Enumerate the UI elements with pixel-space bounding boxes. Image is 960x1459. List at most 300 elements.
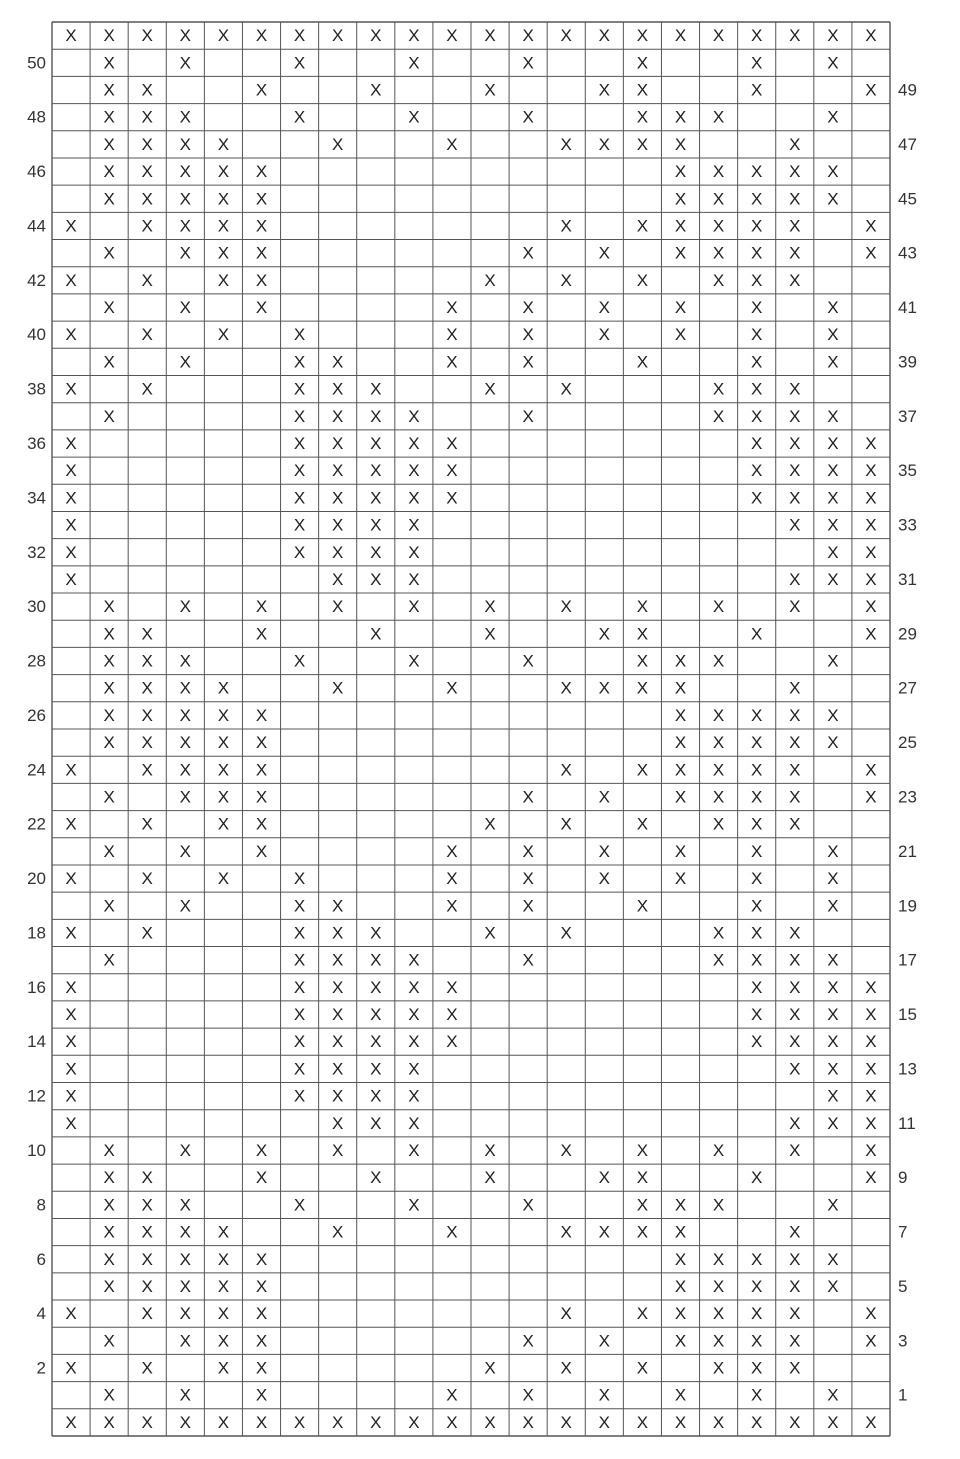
chart-cell-mark: X: [789, 1140, 801, 1160]
chart-cell-mark: X: [751, 624, 763, 644]
chart-cell-mark: X: [827, 488, 839, 508]
chart-cell-mark: X: [598, 1222, 610, 1242]
chart-cell-mark: X: [65, 1412, 77, 1432]
chart-cell-mark: X: [103, 162, 115, 182]
chart-cell-mark: X: [636, 624, 649, 644]
chart-cell-mark: X: [674, 1331, 687, 1351]
chart-cell-mark: X: [408, 406, 420, 426]
chart-cell-mark: X: [827, 1385, 839, 1405]
chart-cell-mark: X: [293, 542, 306, 562]
left-row-number: 36: [27, 433, 46, 453]
chart-cell-mark: X: [674, 1195, 687, 1215]
chart-cell-mark: X: [827, 162, 839, 182]
chart-cell-mark: X: [712, 270, 725, 290]
left-row-number: 22: [27, 814, 46, 834]
chart-cell-mark: X: [179, 53, 191, 73]
right-row-number: 21: [898, 841, 917, 861]
left-row-number: 42: [27, 270, 46, 290]
chart-cell-mark: X: [103, 1195, 115, 1215]
chart-cell-mark: X: [827, 1059, 839, 1079]
chart-cell-mark: X: [141, 1276, 153, 1296]
chart-cell-mark: X: [141, 26, 153, 46]
left-row-numbers: [27, 53, 46, 1377]
chart-cell-mark: X: [293, 325, 306, 345]
chart-cell-mark: X: [255, 1304, 268, 1324]
chart-cell-mark: X: [522, 787, 534, 807]
chart-cell-mark: X: [751, 488, 763, 508]
chart-cell-mark: X: [446, 325, 458, 345]
chart-cell-mark: X: [65, 325, 77, 345]
chart-cell-mark: X: [65, 1059, 77, 1079]
chart-cell-mark: X: [293, 379, 306, 399]
chart-cell-mark: X: [179, 597, 191, 617]
chart-cell-mark: X: [103, 53, 115, 73]
chart-cell-mark: X: [293, 1412, 306, 1432]
chart-cell-mark: X: [827, 869, 839, 889]
chart-cell-mark: X: [789, 162, 801, 182]
chart-cell-mark: X: [827, 542, 839, 562]
chart-cell-mark: X: [674, 298, 687, 318]
chart-cell-mark: X: [103, 298, 115, 318]
chart-cell-mark: X: [751, 896, 763, 916]
chart-cell-mark: X: [636, 1222, 649, 1242]
chart-cell-mark: X: [484, 1140, 496, 1160]
chart-cell-mark: X: [522, 1195, 534, 1215]
chart-cell-mark: X: [255, 189, 268, 209]
right-row-number: 17: [898, 950, 917, 970]
chart-cell-mark: X: [255, 1358, 268, 1378]
chart-cell-mark: X: [370, 923, 382, 943]
chart-cell-mark: X: [103, 733, 115, 753]
chart-cell-mark: X: [712, 1412, 725, 1432]
left-row-number: 16: [27, 977, 46, 997]
right-row-number: 31: [898, 569, 917, 589]
chart-cell-mark: X: [636, 597, 649, 617]
chart-cell-mark: X: [65, 814, 77, 834]
chart-cell-mark: X: [751, 352, 763, 372]
chart-cell-mark: X: [674, 705, 687, 725]
chart-cell-mark: X: [446, 896, 458, 916]
chart-cell-mark: X: [217, 325, 230, 345]
chart-cell-mark: X: [674, 1222, 687, 1242]
chart-cell-mark: X: [827, 896, 839, 916]
chart-cell-mark: X: [217, 243, 230, 263]
chart-cell-mark: X: [179, 1331, 191, 1351]
chart-cell-mark: X: [751, 923, 763, 943]
chart-cell-mark: X: [65, 1032, 77, 1052]
chart-cell-mark: X: [712, 243, 725, 263]
chart-cell-mark: X: [522, 869, 534, 889]
chart-cell-mark: X: [332, 896, 344, 916]
chart-cell-mark: X: [484, 379, 496, 399]
chart-cell-mark: X: [65, 1005, 77, 1025]
chart-cell-mark: X: [751, 869, 763, 889]
chart-cell-mark: X: [332, 923, 344, 943]
chart-cell-mark: X: [712, 733, 725, 753]
chart-cell-mark: X: [674, 243, 687, 263]
chart-cell-mark: X: [103, 107, 115, 127]
chart-cell-mark: X: [141, 379, 153, 399]
chart-cell-mark: X: [293, 1086, 306, 1106]
chart-cell-mark: X: [255, 216, 268, 236]
chart-cell-mark: X: [751, 705, 763, 725]
chart-cell-mark: X: [560, 923, 572, 943]
chart-cell-mark: X: [408, 1412, 420, 1432]
chart-cell-mark: X: [636, 352, 649, 372]
chart-cell-mark: X: [712, 1249, 725, 1269]
chart-cell-mark: X: [789, 760, 801, 780]
chart-cell-mark: X: [484, 814, 496, 834]
right-row-number: 35: [898, 461, 917, 481]
chart-cell-mark: X: [789, 1059, 801, 1079]
chart-cell-mark: X: [332, 1059, 344, 1079]
chart-cell-mark: X: [103, 80, 115, 100]
chart-cell-mark: X: [179, 678, 191, 698]
chart-cell-mark: X: [103, 651, 115, 671]
chart-cell-mark: X: [293, 352, 306, 372]
chart-cell-mark: X: [370, 624, 382, 644]
chart-cell-mark: X: [332, 1222, 344, 1242]
chart-cell-mark: X: [446, 977, 458, 997]
left-row-number: 44: [27, 216, 46, 236]
chart-cell-mark: X: [217, 705, 230, 725]
chart-cell-mark: X: [751, 1032, 763, 1052]
left-row-number: 8: [36, 1195, 46, 1215]
left-row-number: 50: [27, 53, 46, 73]
chart-cell-mark: X: [751, 1304, 763, 1324]
chart-cell-mark: X: [332, 515, 344, 535]
chart-cell-mark: X: [408, 597, 420, 617]
chart-cell-mark: X: [293, 488, 306, 508]
right-row-number: 27: [898, 678, 917, 698]
chart-cell-mark: X: [141, 134, 153, 154]
chart-cell-mark: X: [865, 1032, 877, 1052]
chart-cell-mark: X: [484, 1168, 496, 1188]
chart-cell-mark: X: [827, 841, 839, 861]
chart-cell-mark: X: [560, 1304, 572, 1324]
chart-cell-mark: X: [65, 379, 77, 399]
left-row-number: 6: [36, 1249, 46, 1269]
chart-cell-mark: X: [522, 26, 534, 46]
chart-cell-mark: X: [217, 1412, 230, 1432]
chart-cell-mark: X: [408, 1032, 420, 1052]
chart-cell-mark: X: [827, 1195, 839, 1215]
chart-cell-mark: X: [751, 53, 763, 73]
left-row-number: 12: [27, 1086, 46, 1106]
chart-cell-mark: X: [103, 243, 115, 263]
chart-cell-mark: X: [65, 1086, 77, 1106]
chart-cell-mark: X: [751, 733, 763, 753]
chart-cell-mark: X: [293, 461, 306, 481]
chart-cell-mark: X: [712, 1331, 725, 1351]
chart-cell-mark: X: [674, 760, 687, 780]
chart-cell-mark: X: [674, 733, 687, 753]
chart-cell-mark: X: [636, 1140, 649, 1160]
chart-cell-mark: X: [560, 1412, 572, 1432]
right-row-number: 41: [898, 298, 917, 318]
chart-cell-mark: X: [712, 216, 725, 236]
chart-cell-mark: X: [789, 270, 801, 290]
chart-cell-mark: X: [865, 542, 877, 562]
left-row-number: 10: [27, 1140, 46, 1160]
chart-cell-mark: X: [484, 270, 496, 290]
chart-cell-mark: X: [179, 705, 191, 725]
right-row-numbers: [898, 80, 917, 1404]
chart-cell-mark: X: [446, 1385, 458, 1405]
chart-cell-mark: X: [712, 651, 725, 671]
chart-cell-mark: X: [751, 977, 763, 997]
chart-cell-mark: X: [217, 869, 230, 889]
chart-cell-mark: X: [560, 1140, 572, 1160]
chart-cell-mark: X: [332, 977, 344, 997]
chart-cell-mark: X: [598, 134, 610, 154]
chart-cell-mark: X: [141, 1412, 153, 1432]
chart-cell-mark: X: [179, 1249, 191, 1269]
chart-cell-mark: X: [408, 1140, 420, 1160]
chart-cell-mark: X: [370, 1059, 382, 1079]
chart-cell-mark: X: [408, 433, 420, 453]
chart-cell-mark: X: [789, 1331, 801, 1351]
left-row-number: 46: [27, 162, 46, 182]
chart-cell-mark: X: [751, 189, 763, 209]
right-row-number: 47: [898, 134, 917, 154]
chart-cell-mark: X: [636, 216, 649, 236]
chart-cell-mark: X: [370, 542, 382, 562]
chart-cell-mark: X: [103, 678, 115, 698]
chart-cell-mark: X: [712, 406, 725, 426]
chart-cell-mark: X: [293, 53, 306, 73]
chart-cell-mark: X: [293, 651, 306, 671]
chart-cell-mark: X: [827, 569, 839, 589]
chart-cell-mark: X: [446, 26, 458, 46]
chart-cell-mark: X: [636, 678, 649, 698]
chart-cell-mark: X: [446, 869, 458, 889]
chart-cell-mark: X: [598, 624, 610, 644]
chart-cell-mark: X: [712, 814, 725, 834]
chart-cell-mark: X: [408, 107, 420, 127]
chart-cell-mark: X: [522, 896, 534, 916]
chart-cell-mark: X: [636, 1195, 649, 1215]
chart-cell-mark: X: [217, 270, 230, 290]
chart-cell-mark: X: [598, 1412, 610, 1432]
chart-cell-mark: X: [408, 26, 420, 46]
chart-cell-mark: X: [332, 950, 344, 970]
chart-cell-mark: X: [789, 406, 801, 426]
chart-cell-mark: X: [141, 1195, 153, 1215]
chart-cell-mark: X: [712, 162, 725, 182]
chart-cell-mark: X: [865, 1005, 877, 1025]
chart-cell-mark: X: [179, 733, 191, 753]
chart-cell-mark: X: [789, 243, 801, 263]
chart-cell-mark: X: [598, 869, 610, 889]
chart-cell-mark: X: [712, 107, 725, 127]
chart-cell-mark: X: [103, 705, 115, 725]
right-row-number: 49: [898, 80, 917, 100]
chart-cell-mark: X: [65, 433, 77, 453]
chart-cell-mark: X: [522, 1412, 534, 1432]
chart-cell-mark: X: [712, 950, 725, 970]
chart-cell-mark: X: [293, 950, 306, 970]
chart-cell-mark: X: [560, 814, 572, 834]
chart-cell-mark: X: [446, 134, 458, 154]
chart-cell-mark: X: [179, 216, 191, 236]
chart-cell-mark: X: [598, 26, 610, 46]
chart-cell-mark: X: [217, 189, 230, 209]
chart-cell-mark: X: [827, 325, 839, 345]
chart-cell-mark: X: [65, 461, 77, 481]
chart-cell-mark: X: [827, 298, 839, 318]
chart-cell-mark: X: [674, 678, 687, 698]
chart-cell-mark: X: [560, 379, 572, 399]
chart-cell-mark: X: [865, 1113, 877, 1133]
chart-cell-mark: X: [446, 678, 458, 698]
chart-cell-mark: X: [179, 162, 191, 182]
chart-cell-mark: X: [141, 107, 153, 127]
chart-cell-mark: X: [712, 1358, 725, 1378]
chart-cell-mark: X: [255, 1168, 268, 1188]
chart-cell-mark: X: [408, 1113, 420, 1133]
chart-cell-mark: X: [65, 515, 77, 535]
chart-cell-mark: X: [293, 433, 306, 453]
chart-cell-mark: X: [674, 1304, 687, 1324]
chart-cell-mark: X: [332, 433, 344, 453]
chart-cell-mark: X: [789, 597, 801, 617]
chart-cell-mark: X: [751, 841, 763, 861]
chart-cell-mark: X: [560, 760, 572, 780]
chart-cell-mark: X: [636, 1168, 649, 1188]
chart-cell-mark: X: [712, 760, 725, 780]
chart-cell-mark: X: [370, 1412, 382, 1432]
chart-cell-mark: X: [827, 406, 839, 426]
chart-cell-mark: X: [674, 1276, 687, 1296]
chart-cell-mark: X: [636, 53, 649, 73]
chart-cell-mark: X: [255, 841, 268, 861]
chart-cell-mark: X: [408, 515, 420, 535]
chart-cell-mark: X: [751, 461, 763, 481]
chart-cell-mark: X: [827, 515, 839, 535]
chart-cell-mark: X: [332, 461, 344, 481]
chart-cell-mark: X: [827, 705, 839, 725]
chart-cell-mark: X: [179, 1140, 191, 1160]
chart-cell-mark: X: [408, 569, 420, 589]
right-row-number: 9: [898, 1168, 908, 1188]
chart-cell-mark: X: [827, 1113, 839, 1133]
chart-cell-mark: X: [636, 814, 649, 834]
chart-cell-mark: X: [712, 1276, 725, 1296]
chart-cell-mark: X: [865, 80, 877, 100]
chart-cell-mark: X: [332, 488, 344, 508]
chart-cell-mark: X: [598, 678, 610, 698]
chart-cell-mark: X: [332, 406, 344, 426]
chart-cell-mark: X: [712, 379, 725, 399]
chart-cell-mark: X: [370, 569, 382, 589]
chart-cell-mark: X: [598, 80, 610, 100]
chart-cell-mark: X: [789, 1222, 801, 1242]
chart-cell-mark: X: [446, 461, 458, 481]
right-row-number: 5: [898, 1276, 908, 1296]
chart-cell-mark: X: [408, 1005, 420, 1025]
chart-cell-mark: X: [217, 216, 230, 236]
chart-cell-mark: X: [332, 1412, 344, 1432]
chart-cell-mark: X: [293, 896, 306, 916]
chart-cell-mark: X: [103, 1412, 115, 1432]
left-row-number: 48: [27, 107, 46, 127]
chart-cell-mark: X: [636, 896, 649, 916]
chart-cell-mark: X: [827, 461, 839, 481]
right-row-number: 25: [898, 733, 917, 753]
chart-cell-mark: X: [560, 216, 572, 236]
chart-grid: [52, 22, 890, 1436]
left-row-number: 40: [27, 325, 46, 345]
chart-cell-mark: X: [712, 26, 725, 46]
chart-cell-mark: X: [598, 787, 610, 807]
chart-cell-mark: X: [789, 26, 801, 46]
chart-cell-mark: X: [217, 26, 230, 46]
chart-cell-mark: X: [751, 1331, 763, 1351]
chart-cell-mark: X: [217, 760, 230, 780]
chart-cell-mark: X: [141, 1168, 153, 1188]
chart-cell-mark: X: [827, 189, 839, 209]
chart-cell-mark: X: [789, 379, 801, 399]
chart-cell-mark: X: [255, 1331, 268, 1351]
left-row-number: 2: [36, 1358, 46, 1378]
chart-cell-mark: X: [103, 1249, 115, 1269]
chart-cell-mark: X: [674, 651, 687, 671]
chart-cell-mark: X: [674, 189, 687, 209]
chart-cell-mark: X: [827, 107, 839, 127]
chart-cell-mark: X: [827, 1005, 839, 1025]
chart-cell-mark: X: [446, 1412, 458, 1432]
chart-cell-mark: X: [484, 1358, 496, 1378]
chart-cell-mark: X: [141, 733, 153, 753]
chart-cell-mark: X: [179, 1385, 191, 1405]
chart-cell-mark: X: [103, 787, 115, 807]
chart-cell-mark: X: [789, 787, 801, 807]
chart-cell-mark: X: [484, 80, 496, 100]
chart-cell-mark: X: [255, 1140, 268, 1160]
chart-cell-mark: X: [484, 26, 496, 46]
chart-cell-mark: X: [217, 1304, 230, 1324]
chart-cell-mark: X: [141, 325, 153, 345]
chart-cell-mark: X: [103, 26, 115, 46]
chart-cell-mark: X: [255, 298, 268, 318]
chart-cell-mark: X: [370, 1113, 382, 1133]
chart-cell-mark: X: [789, 134, 801, 154]
chart-cell-mark: X: [293, 107, 306, 127]
chart-cell-mark: X: [141, 624, 153, 644]
chart-cell-mark: X: [827, 352, 839, 372]
chart-cell-mark: X: [446, 1222, 458, 1242]
chart-cell-mark: X: [865, 569, 877, 589]
chart-cell-mark: X: [217, 1331, 230, 1351]
chart-cell-mark: X: [789, 1113, 801, 1133]
chart-cell-mark: X: [751, 379, 763, 399]
chart-cell-mark: X: [674, 216, 687, 236]
chart-cell-mark: X: [370, 488, 382, 508]
chart-cell-mark: X: [789, 488, 801, 508]
chart-cell-mark: X: [293, 1005, 306, 1025]
chart-cell-mark: X: [789, 216, 801, 236]
chart-cell-mark: X: [636, 1412, 649, 1432]
chart-cell-mark: X: [789, 678, 801, 698]
right-row-number: 43: [898, 243, 917, 263]
chart-cell-mark: X: [751, 1412, 763, 1432]
chart-cell-mark: X: [560, 678, 572, 698]
chart-cell-mark: X: [255, 162, 268, 182]
chart-cell-mark: X: [522, 107, 534, 127]
chart-cell-mark: X: [789, 515, 801, 535]
chart-cell-mark: X: [408, 1086, 420, 1106]
